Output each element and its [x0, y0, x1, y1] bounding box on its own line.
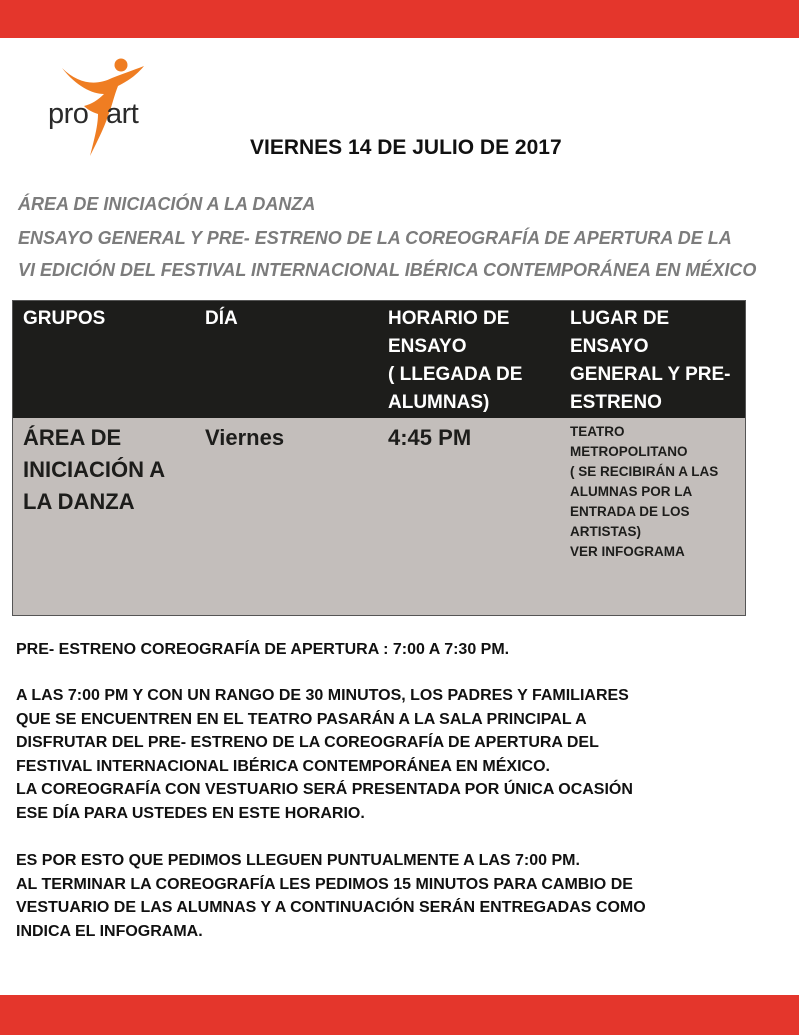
event-date-heading: VIERNES 14 DE JULIO DE 2017: [250, 136, 562, 159]
header-lugar-line: ENSAYO: [570, 336, 649, 357]
header-horario: [388, 305, 522, 417]
header-grupos-line: GRUPOS: [23, 308, 106, 329]
header-horario-line: HORARIO DE: [388, 308, 510, 329]
paragraph-line: AL TERMINAR LA COREOGRAFÍA LES PEDIMOS 15 MINUTOS PARA CAMBIO DE: [16, 875, 633, 893]
subtitle-line-2: ENSAYO GENERAL Y PRE- ESTRENO DE LA COREOGRAFÍA DE APERTURA DE LA: [18, 228, 732, 248]
header-grupos: [23, 305, 105, 333]
paragraph-line: PRE- ESTRENO COREOGRAFÍA DE APERTURA : 7:00 A 7:30 PM.: [16, 641, 510, 658]
cell-grupo-line: ÁREA DE: [23, 425, 122, 450]
paragraph-line: FESTIVAL INTERNACIONAL IBÉRICA CONTEMPORÁNEA EN MÉXICO.: [16, 757, 550, 775]
paragraph-line: ES POR ESTO QUE PEDIMOS LLEGUEN PUNTUALMENTE A LAS 7:00 PM.: [16, 852, 580, 869]
cell-lugar-line: ARTISTAS): [570, 524, 641, 539]
cell-lugar-line: ALUMNAS POR LA: [570, 484, 693, 499]
cell-lugar-line: ENTRADA DE LOS: [570, 504, 690, 519]
header-lugar-line: LUGAR DE: [570, 308, 670, 329]
cell-lugar-line: TEATRO: [570, 424, 625, 439]
closing-paragraph: [16, 849, 646, 943]
subtitle-line-1: ÁREA DE INICIACIÓN A LA DANZA: [18, 194, 316, 214]
prosart-logo: [48, 56, 158, 164]
paragraph-line: QUE SE ENCUENTREN EN EL TEATRO PASARÁN A LA SALA PRINCIPAL A: [16, 710, 587, 728]
top-red-bar: [0, 0, 799, 38]
logo-text-right: art: [106, 98, 139, 130]
paragraph-line: LA COREOGRAFÍA CON VESTUARIO SERÁ PRESENTADA POR ÚNICA OCASIÓN: [16, 781, 633, 798]
cell-lugar-line: ( SE RECIBIRÁN A LAS: [570, 464, 719, 479]
pre-estreno-paragraph: [16, 638, 509, 662]
table-row: [13, 418, 745, 615]
header-dia: [205, 305, 238, 333]
schedule-table: [12, 300, 746, 616]
header-dia-line: DÍA: [205, 308, 238, 329]
cell-lugar-line: METROPOLITANO: [570, 444, 688, 459]
info-paragraph: [16, 684, 633, 825]
cell-lugar: [570, 422, 718, 562]
header-horario-line: ENSAYO: [388, 336, 467, 357]
cell-grupo-line: INICIACIÓN A: [23, 457, 166, 482]
cell-grupo-line: LA DANZA: [23, 489, 135, 514]
header-horario-line: ( LLEGADA DE: [388, 364, 523, 385]
table-header-row: [13, 301, 745, 418]
paragraph-line: INDICA EL INFOGRAMA.: [16, 922, 203, 940]
logo-text-left: pro: [48, 98, 89, 130]
header-horario-line: ALUMNAS): [388, 392, 490, 413]
bottom-red-bar: [0, 995, 799, 1035]
paragraph-line: VESTUARIO DE LAS ALUMNAS Y A CONTINUACIÓN SERÁN ENTREGADAS COMO: [16, 899, 646, 916]
subtitle-line-3: VI EDICIÓN DEL FESTIVAL INTERNACIONAL IBÉRICA CONTEMPORÁNEA EN MÉXICO: [18, 260, 757, 280]
header-lugar-line: GENERAL Y PRE-: [570, 364, 731, 385]
paragraph-line: ESE DÍA PARA USTEDES EN ESTE HORARIO.: [16, 804, 365, 822]
paragraph-line: A LAS 7:00 PM Y CON UN RANGO DE 30 MINUTOS, LOS PADRES Y FAMILIARES: [16, 687, 629, 704]
header-lugar-line: ESTRENO: [570, 392, 662, 413]
cell-lugar-line: VER INFOGRAMA: [570, 544, 685, 559]
cell-grupo: [23, 422, 165, 518]
header-lugar: [570, 305, 731, 417]
cell-dia: Viernes: [205, 425, 285, 450]
paragraph-line: DISFRUTAR DEL PRE- ESTRENO DE LA COREOGRAFÍA DE APERTURA DEL: [16, 734, 599, 751]
cell-horario: 4:45 PM: [388, 425, 472, 450]
